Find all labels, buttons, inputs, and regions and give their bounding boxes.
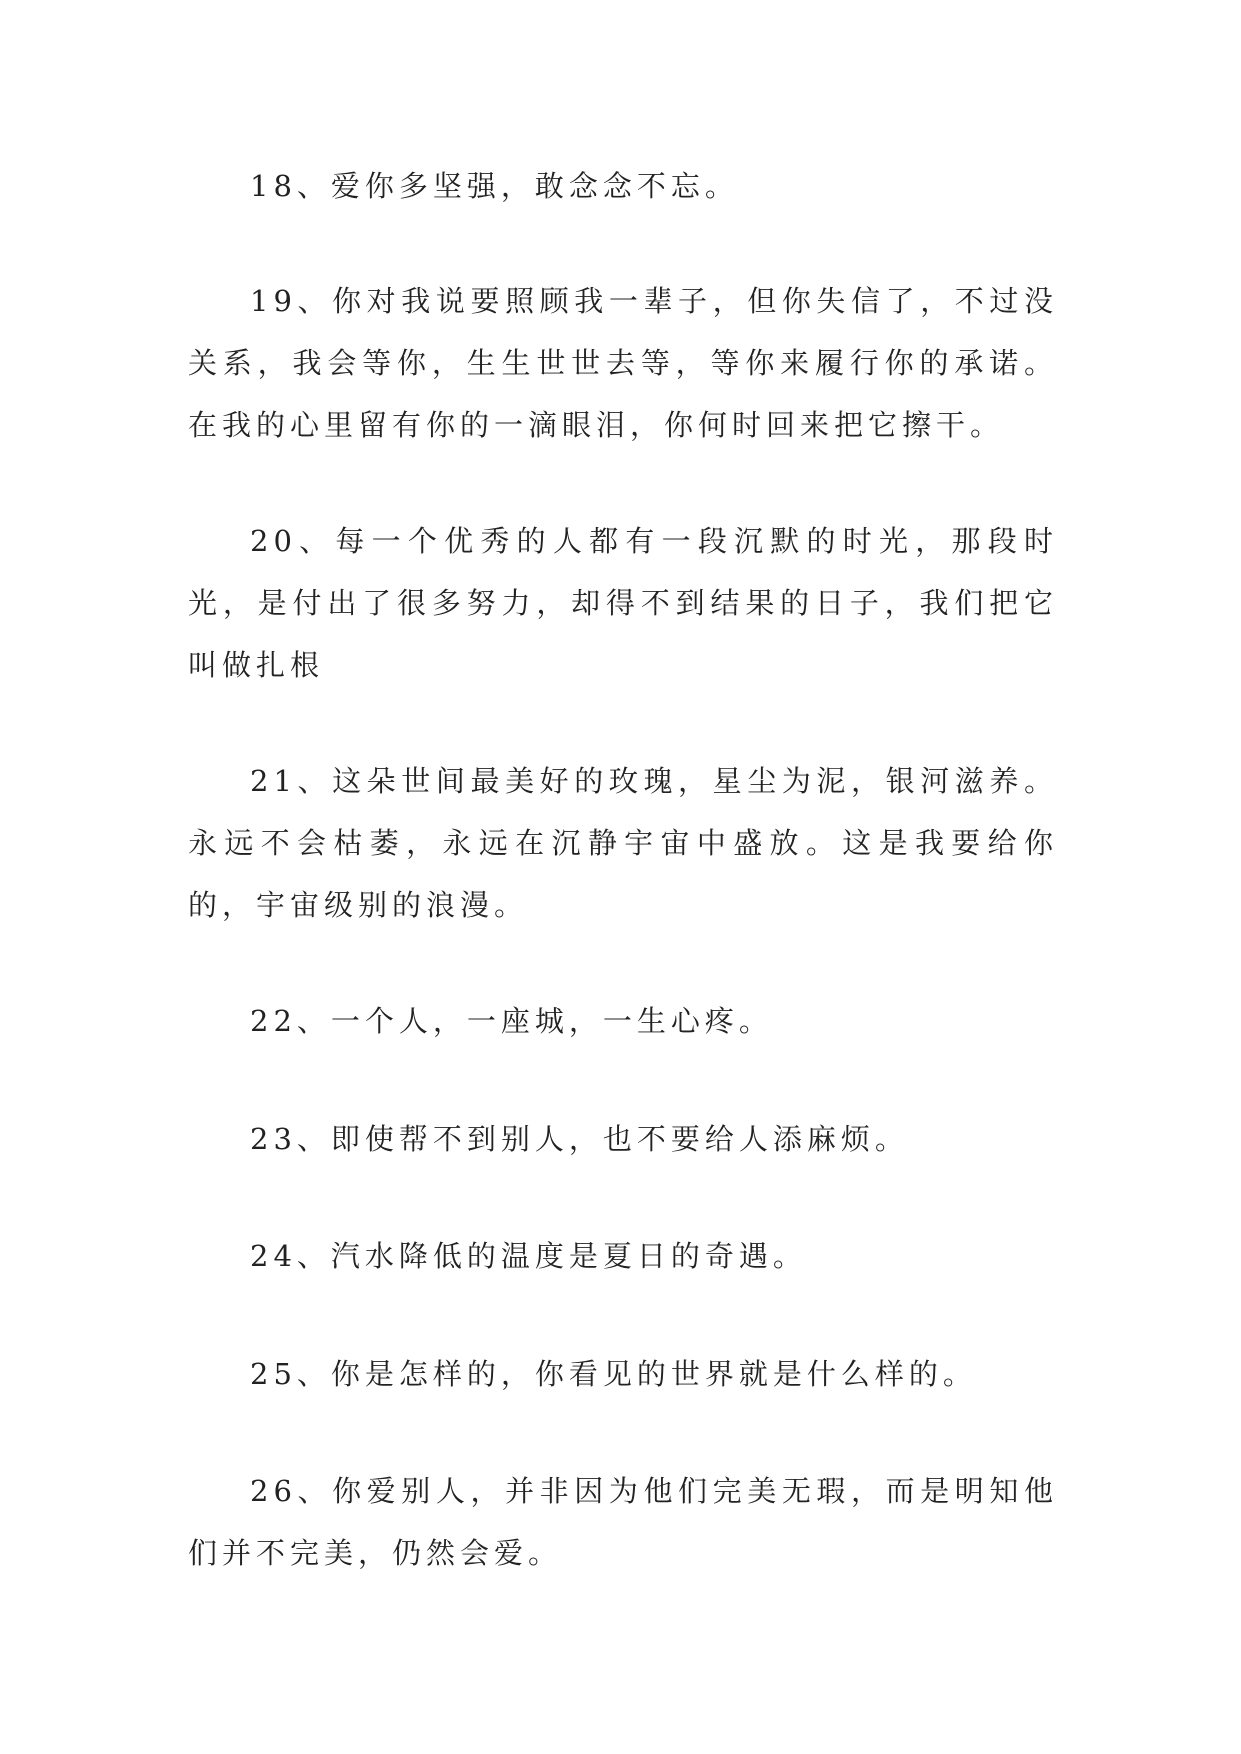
- paragraph-23: 23、即使帮不到别人，也不要给人添麻烦。: [250, 1122, 909, 1156]
- paragraph-22: 22、一个人，一座城，一生心疼。: [250, 1004, 773, 1038]
- paragraph-26: 26、你爱别人，并非因为他们完美无瑕，而是明知他们并不完美，仍然会爱。: [188, 1474, 1058, 1570]
- paragraph-24: 24、汽水降低的温度是夏日的奇遇。: [250, 1239, 807, 1273]
- paragraph-25: 25、你是怎样的，你看见的世界就是什么样的。: [250, 1357, 977, 1391]
- paragraph-20: 20、每一个优秀的人都有一段沉默的时光，那段时光，是付出了很多努力，却得不到结果的日子，我们把它叫做扎根: [188, 524, 1058, 682]
- paragraph-19: 19、你对我说要照顾我一辈子，但你失信了，不过没关系，我会等你，生生世世去等，等你来履行你的承诺。在我的心里留有你的一滴眼泪，你何时回来把它擦干。: [188, 284, 1058, 442]
- paragraph-18: 18、爱你多坚强，敢念念不忘。: [250, 169, 739, 203]
- paragraph-21: 21、这朵世间最美好的玫瑰，星尘为泥，银河滋养。永远不会枯萎，永远在沉静宇宙中盛放。这是我要给你的，宇宙级别的浪漫。: [188, 764, 1058, 922]
